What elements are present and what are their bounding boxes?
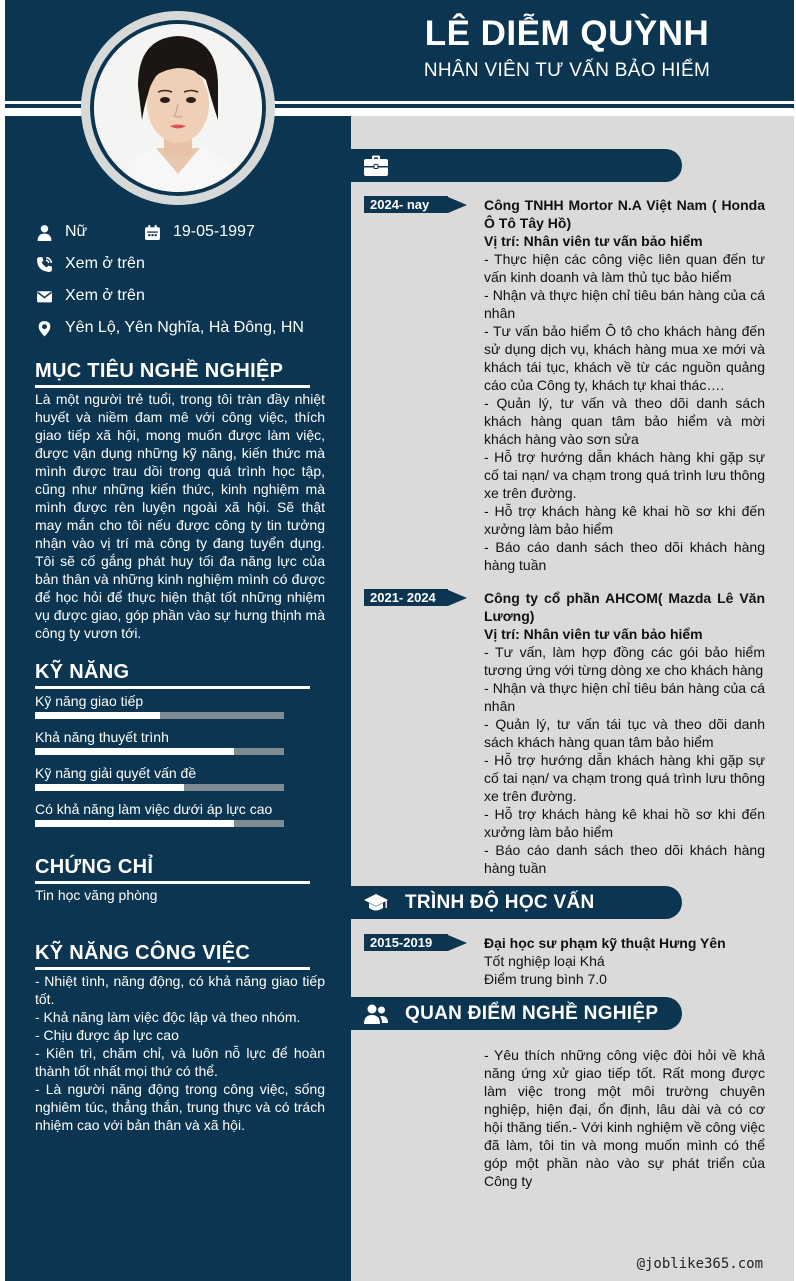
- candidate-name: LÊ DIỄM QUỲNH: [424, 14, 710, 53]
- experience-duty: - Tư vấn bảo hiểm Ô tô cho khách hàng đến sử dụng dịch vụ, khách hàng mua xe mới và khách tái tục, khách về từ các nguồn quảng cáo của Công ty, khách tự khai thác….: [484, 323, 765, 393]
- experience-duty: - Quản lý, tư vấn và theo dõi danh sách khách hàng quan tâm bảo hiểm và mời khách hàng vào sơn sửa: [484, 395, 765, 447]
- experience-heading-tab: [351, 149, 682, 182]
- skill-item: [35, 728, 285, 755]
- experience-duty: - Nhận và thực hiện chỉ tiêu bán hàng của cá nhân: [484, 680, 765, 714]
- experience-period-tag: [364, 196, 467, 213]
- experience-duty: - Hỗ trợ hướng dẫn khách hàng khi gặp sự cố tai nạn/ va chạm trong quá trình lưu thông xe trên đường.: [484, 449, 765, 501]
- experience-duty: - Báo cáo danh sách theo dõi khách hàng hàng tuần: [484, 842, 765, 876]
- education-heading: TRÌNH ĐỘ HỌC VẤN: [405, 891, 595, 913]
- candidate-job-title: NHÂN VIÊN TƯ VẤN BẢO HIỂM: [423, 60, 711, 81]
- gender-row: [35, 223, 87, 241]
- experience-duty: - Tư vấn, làm hợp đồng các gói bảo hiểm tương ứng với từng dòng xe cho khách hàng: [484, 644, 765, 678]
- viewpoint-heading: QUAN ĐIỂM NGHỀ NGHIỆP: [405, 1002, 659, 1024]
- phone-icon: [35, 255, 53, 273]
- skill-bar-fill: [35, 712, 160, 719]
- skill-item: [35, 800, 285, 827]
- briefcase-icon: [363, 154, 389, 178]
- skill-bar: [35, 784, 284, 791]
- skill-bar: [35, 820, 284, 827]
- watermark: @joblike365.com: [636, 1256, 763, 1272]
- users-icon: [363, 1002, 389, 1026]
- skill-bar-fill: [35, 820, 234, 827]
- envelope-icon: [35, 287, 53, 305]
- skill-item: [35, 764, 285, 791]
- birthday-row: [143, 223, 255, 241]
- experience-duty: - Thực hiện các công việc liên quan đến tư vấn kinh doanh và làm thủ tục bảo hiểm: [484, 251, 765, 285]
- work-skills-heading: KỸ NĂNG CÔNG VIỆC: [35, 942, 310, 970]
- birthday-value: 19-05-1997: [173, 223, 255, 240]
- experience-company: Công ty cổ phần AHCOM( Mazda Lê Văn Lương): [484, 590, 765, 624]
- education-school: Đại học sư phạm kỹ thuật Hưng Yên: [484, 935, 726, 951]
- skill-name: Khả năng thuyết trình: [35, 729, 169, 745]
- avatar: [94, 24, 262, 192]
- user-icon: [35, 223, 53, 241]
- experience-period: 2024- nay: [364, 196, 448, 213]
- viewpoint-text: - Yêu thích những công việc đòi hỏi về khả năng ứng xử giao tiếp tốt. Rất mong được làm việc trong một môi trường chuyên nghiệp, hiện đại, ổn định, lâu dài và có cơ hội thăng tiến.- Với kinh nghiệm về công việc đã làm, tôi tin và mong muốn mình có thể góp một phần nào vào sự phát triển của Công ty: [484, 1047, 765, 1189]
- experience-position: Vị trí: Nhân viên tư vấn bảo hiểm: [484, 626, 703, 642]
- gender-value: Nữ: [65, 223, 88, 240]
- certificates-heading: CHỨNG CHỈ: [35, 856, 310, 884]
- skill-name: Kỹ năng giao tiếp: [35, 693, 144, 709]
- education-rank: Tốt nghiệp loại Khá: [484, 953, 605, 969]
- experience-period: 2021- 2024: [364, 589, 448, 606]
- graduation-cap-icon: [363, 891, 389, 915]
- experience-period-tag: [364, 589, 467, 606]
- phone-value: Xem ở trên: [65, 255, 145, 272]
- skill-bar-fill: [35, 748, 234, 755]
- tag-arrow: [448, 590, 467, 606]
- phone-row: [35, 255, 145, 273]
- experience-entry: [484, 196, 765, 574]
- education-entry: [484, 934, 765, 988]
- skill-bar-fill: [35, 784, 184, 791]
- experience-duty: - Quản lý, tư vấn tái tục và theo dõi danh sách khách hàng quan tâm bảo hiểm: [484, 716, 765, 750]
- education-gpa: Điểm trung bình 7.0: [484, 971, 607, 987]
- experience-duty: - Báo cáo danh sách theo dõi khách hàng hàng tuần: [484, 539, 765, 573]
- experience-duty: - Hỗ trợ khách hàng kê khai hồ sơ khi đến xưởng làm bảo hiểm: [484, 806, 765, 840]
- experience-company: Công TNHH Mortor N.A Việt Nam ( Honda Ô Tô Tây Hồ): [484, 197, 765, 231]
- certificates-text: Tin học văng phòng: [35, 887, 158, 903]
- tag-arrow: [448, 197, 467, 213]
- objective-heading: MỤC TIÊU NGHỀ NGHIỆP: [35, 360, 310, 388]
- map-pin-icon: [35, 319, 53, 337]
- experience-position: Vị trí: Nhân viên tư vấn bảo hiểm: [484, 233, 703, 249]
- skill-bar: [35, 748, 284, 755]
- skill-item: [35, 692, 285, 719]
- experience-entry: [484, 589, 765, 877]
- skill-name: Kỹ năng giải quyết vấn đề: [35, 765, 197, 781]
- education-period: 2015-2019: [364, 934, 448, 951]
- work-skills-text: - Nhiệt tình, năng động, có khả năng giao tiếp tốt. - Khả năng làm việc độc lập và theo nhóm. - Chịu được áp lực cao - Kiên trì, chăm chỉ, và luôn nỗ lực để hoàn thành tốt nhất mọi thứ có thể. - Là người năng động trong công việc, sống nghiêm túc, thẳng thắn, trung thực và có trách nhiệm cao với bản thân và xã hội.: [35, 973, 325, 1133]
- skill-bar: [35, 712, 284, 719]
- objective-text: Là một người trẻ tuổi, trong tôi tràn đầy nhiệt huyết và niềm đam mê với công việc, thích giao tiếp xã hội, mong muốn được làm việc, được vận dụng những kỹ năng, kiến thức mà mình được trau dồi trong quá trình học tập, cũng như những kiến thức, kinh nghiệm mà mình được rèn luyện ngoài xã hội. Sẽ thật may mắn cho tôi nếu được công ty tin tưởng nhận vào vị trí mà công ty đang tuyển dụng. Tôi sẽ cố gắng phát huy tối đa năng lực của bản thân và những kinh nghiệm mình có được để học hỏi để thực hiện thật tốt những nhiệm vụ được giao, góp phần vào sự hưng thịnh mà công ty vươn tới.: [35, 391, 325, 641]
- address-row: [35, 319, 304, 337]
- experience-duty: - Hỗ trợ hướng dẫn khách hàng khi gặp sự cố tai nạn/ va chạm trong quá trình lưu thông xe trên đường.: [484, 752, 765, 804]
- experience-duty: - Hỗ trợ khách hàng kê khai hồ sơ khi đến xưởng làm bảo hiểm: [484, 503, 765, 537]
- skill-name: Có khả năng làm việc dưới áp lực cao: [35, 801, 273, 817]
- skills-heading: KỸ NĂNG: [35, 661, 310, 689]
- address-value: Yên Lộ, Yên Nghĩa, Hà Đông, HN: [65, 319, 304, 336]
- education-period-tag: [364, 934, 467, 951]
- tag-arrow: [448, 935, 467, 951]
- education-heading-tab: [351, 886, 682, 919]
- calendar-icon: [143, 223, 161, 241]
- email-value: Xem ở trên: [65, 287, 145, 304]
- viewpoint-heading-tab: [351, 997, 682, 1030]
- email-row: [35, 287, 145, 305]
- experience-duty: - Nhận và thực hiện chỉ tiêu bán hàng của cá nhân: [484, 287, 765, 321]
